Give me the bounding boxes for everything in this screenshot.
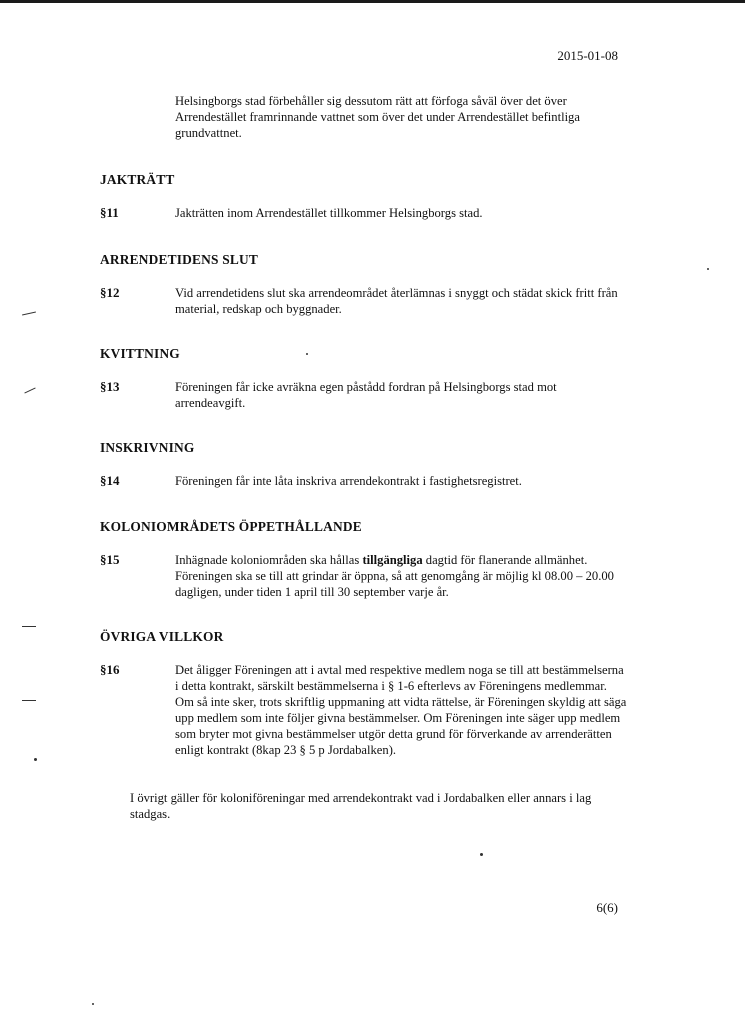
heading-kvittning: KVITTNING bbox=[100, 346, 180, 361]
paragraph-text-15-bold: tillgängliga bbox=[362, 553, 423, 567]
scan-dot bbox=[480, 853, 483, 856]
intro-paragraph: Helsingborgs stad förbehåller sig dessutom rätt att förfoga såväl över det över Arrendestället framrinnande vattnet som över det under Arrendestället befintliga grundvattnet. bbox=[175, 94, 580, 140]
heading-ovriga-villkor: ÖVRIGA VILLKOR bbox=[100, 629, 224, 644]
heading-arrendetidens-slut: ARRENDETIDENS SLUT bbox=[100, 252, 259, 267]
paragraph-text-13: Föreningen får icke avräkna egen påstådd fordran på Helsingborgs stad mot arrendeavgift. bbox=[175, 380, 557, 410]
paragraph-number-12: §12 bbox=[100, 285, 120, 300]
scan-dot bbox=[34, 758, 37, 761]
paragraph-text-14: Föreningen får inte låta inskriva arrendekontrakt i fastighetsregistret. bbox=[175, 474, 522, 488]
paragraph-text-15-start: Inhägnade koloniområden ska hållas bbox=[175, 553, 363, 567]
paragraph-number-11: §11 bbox=[100, 205, 119, 220]
paragraph-number-16: §16 bbox=[100, 662, 120, 677]
scan-mark bbox=[22, 626, 36, 627]
document-date: 2015-01-08 bbox=[557, 48, 618, 63]
heading-jaktratt: JAKTRÄTT bbox=[100, 172, 175, 187]
paragraph-text-12: Vid arrendetidens slut ska arrendeområdet återlämnas i snyggt och städat skick fritt från material, redskap och byggnader. bbox=[175, 286, 618, 316]
scan-edge-line bbox=[0, 0, 745, 3]
scan-dot bbox=[707, 268, 709, 270]
page-number: 6(6) bbox=[596, 900, 618, 915]
scan-mark bbox=[22, 700, 36, 701]
paragraph-number-13: §13 bbox=[100, 379, 120, 394]
paragraph-text-11: Jakträtten inom Arrendestället tillkommer Helsingborgs stad. bbox=[175, 206, 483, 220]
paragraph-text-15-end: dagtid för flanerande allmänhet. Föreningen ska se till att grindar är öppna, så att genomgång är möjlig kl 08.00 – 20.00 dagligen, under tiden 1 april till 30 september varje år. bbox=[175, 553, 614, 599]
scan-dot bbox=[306, 353, 308, 355]
paragraph-text-16: Det åligger Föreningen att i avtal med respektive medlem noga se till att bestämmelserna i detta kontrakt, särskilt bestämmelserna i § 1-6 efterlevs av Föreningens medlemmar. Om så inte sker, trots skriftlig uppmaning att vidta rättelse, är Föreningen skyldig att säga upp medlem som inte följer givna bestämmelser. Om Föreningen inte säger upp medlem som bryter mot givna bestämmelser utgör detta grund för förverkande av arrenderätten enligt kontrakt (8kap 23 § 5 p Jordabalken). bbox=[175, 663, 627, 757]
heading-koloniomradets-oppethallande: KOLONIOMRÅDETS ÖPPETHÅLLANDE bbox=[100, 519, 362, 534]
paragraph-number-14: §14 bbox=[100, 473, 120, 488]
heading-inskrivning: INSKRIVNING bbox=[100, 440, 195, 455]
closing-paragraph: I övrigt gäller för koloniföreningar med arrendekontrakt vad i Jordabalken eller annars i lag stadgas. bbox=[130, 791, 592, 821]
scan-dot bbox=[92, 1003, 94, 1005]
paragraph-number-15: §15 bbox=[100, 552, 120, 567]
scan-mark bbox=[22, 312, 36, 316]
scan-mark bbox=[24, 388, 35, 394]
paragraph-text-15 bbox=[175, 552, 627, 600]
